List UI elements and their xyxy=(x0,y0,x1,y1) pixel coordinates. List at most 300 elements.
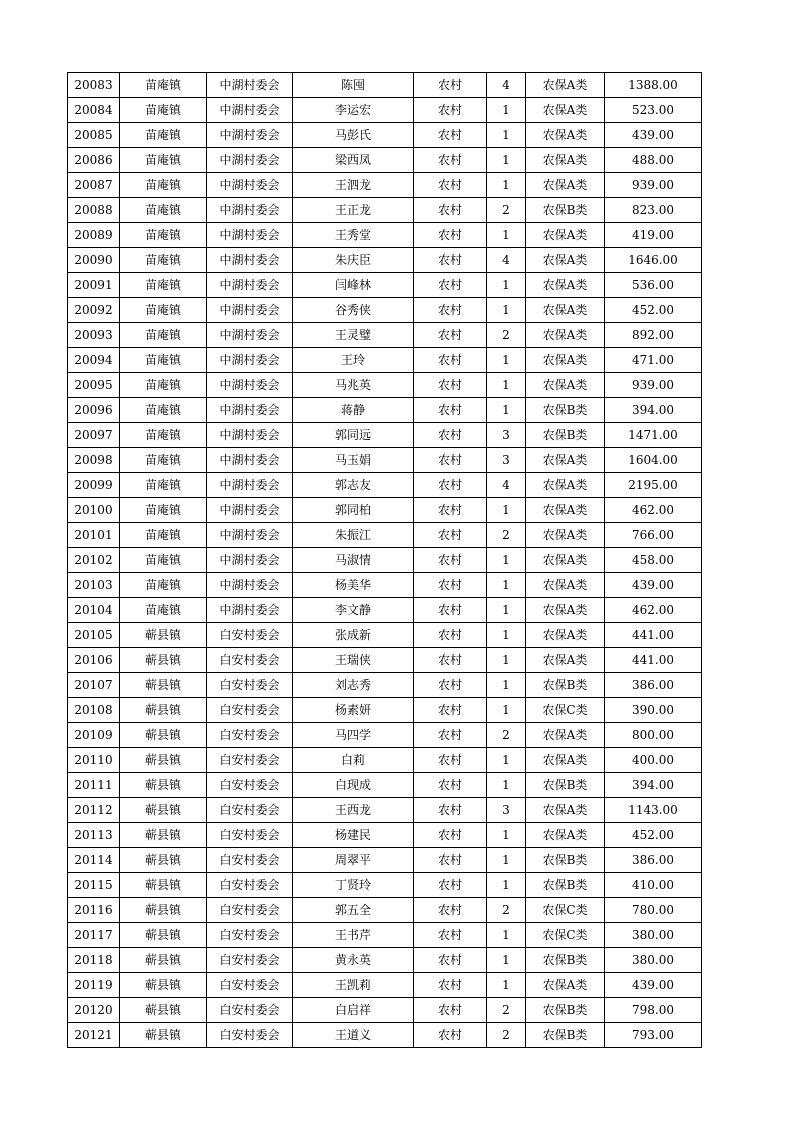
amount-cell: 523.00 xyxy=(605,98,702,123)
household-type-cell: 农村 xyxy=(414,898,487,923)
name-cell: 郭同柏 xyxy=(293,498,414,523)
member-count-cell: 1 xyxy=(487,573,526,598)
town-cell: 蕲县镇 xyxy=(120,823,207,848)
category-cell: 农保A类 xyxy=(526,148,605,173)
record-id-cell: 20121 xyxy=(68,1023,120,1048)
town-cell: 蕲县镇 xyxy=(120,748,207,773)
table-row xyxy=(68,598,702,623)
name-cell: 王西龙 xyxy=(293,798,414,823)
member-count-cell: 2 xyxy=(487,723,526,748)
record-id-cell: 20096 xyxy=(68,398,120,423)
table-row xyxy=(68,123,702,148)
record-id-cell: 20083 xyxy=(68,73,120,98)
member-count-cell: 1 xyxy=(487,398,526,423)
name-cell: 周翠平 xyxy=(293,848,414,873)
household-type-cell: 农村 xyxy=(414,623,487,648)
amount-cell: 439.00 xyxy=(605,123,702,148)
village-committee-cell: 中湖村委会 xyxy=(207,523,293,548)
table-row xyxy=(68,698,702,723)
village-committee-cell: 白安村委会 xyxy=(207,723,293,748)
village-committee-cell: 中湖村委会 xyxy=(207,498,293,523)
village-committee-cell: 中湖村委会 xyxy=(207,373,293,398)
household-type-cell: 农村 xyxy=(414,398,487,423)
town-cell: 苗庵镇 xyxy=(120,223,207,248)
record-id-cell: 20100 xyxy=(68,498,120,523)
name-cell: 刘志秀 xyxy=(293,673,414,698)
village-committee-cell: 中湖村委会 xyxy=(207,298,293,323)
member-count-cell: 1 xyxy=(487,148,526,173)
amount-cell: 410.00 xyxy=(605,873,702,898)
amount-cell: 766.00 xyxy=(605,523,702,548)
member-count-cell: 4 xyxy=(487,248,526,273)
category-cell: 农保C类 xyxy=(526,898,605,923)
amount-cell: 1646.00 xyxy=(605,248,702,273)
town-cell: 苗庵镇 xyxy=(120,448,207,473)
table-row xyxy=(68,348,702,373)
amount-cell: 823.00 xyxy=(605,198,702,223)
record-id-cell: 20118 xyxy=(68,948,120,973)
village-committee-cell: 白安村委会 xyxy=(207,823,293,848)
household-type-cell: 农村 xyxy=(414,248,487,273)
name-cell: 陈囤 xyxy=(293,73,414,98)
amount-cell: 419.00 xyxy=(605,223,702,248)
town-cell: 苗庵镇 xyxy=(120,73,207,98)
household-type-cell: 农村 xyxy=(414,98,487,123)
town-cell: 蕲县镇 xyxy=(120,898,207,923)
name-cell: 朱振江 xyxy=(293,523,414,548)
table-row xyxy=(68,748,702,773)
record-id-cell: 20084 xyxy=(68,98,120,123)
household-type-cell: 农村 xyxy=(414,223,487,248)
household-type-cell: 农村 xyxy=(414,123,487,148)
table-row xyxy=(68,373,702,398)
category-cell: 农保A类 xyxy=(526,373,605,398)
member-count-cell: 1 xyxy=(487,373,526,398)
table-row xyxy=(68,523,702,548)
category-cell: 农保A类 xyxy=(526,98,605,123)
category-cell: 农保A类 xyxy=(526,498,605,523)
amount-cell: 780.00 xyxy=(605,898,702,923)
amount-cell: 462.00 xyxy=(605,598,702,623)
record-id-cell: 20087 xyxy=(68,173,120,198)
name-cell: 杨美华 xyxy=(293,573,414,598)
town-cell: 苗庵镇 xyxy=(120,248,207,273)
member-count-cell: 1 xyxy=(487,273,526,298)
name-cell: 郭五全 xyxy=(293,898,414,923)
name-cell: 马玉娟 xyxy=(293,448,414,473)
village-committee-cell: 白安村委会 xyxy=(207,798,293,823)
village-committee-cell: 中湖村委会 xyxy=(207,98,293,123)
name-cell: 郭同远 xyxy=(293,423,414,448)
household-type-cell: 农村 xyxy=(414,548,487,573)
table-row xyxy=(68,648,702,673)
member-count-cell: 1 xyxy=(487,548,526,573)
town-cell: 苗庵镇 xyxy=(120,298,207,323)
name-cell: 马四学 xyxy=(293,723,414,748)
name-cell: 王灵璧 xyxy=(293,323,414,348)
town-cell: 苗庵镇 xyxy=(120,123,207,148)
category-cell: 农保B类 xyxy=(526,198,605,223)
town-cell: 苗庵镇 xyxy=(120,173,207,198)
name-cell: 郭志友 xyxy=(293,473,414,498)
household-type-cell: 农村 xyxy=(414,273,487,298)
name-cell: 王道义 xyxy=(293,1023,414,1048)
table-row xyxy=(68,498,702,523)
name-cell: 马彭氏 xyxy=(293,123,414,148)
name-cell: 张成新 xyxy=(293,623,414,648)
record-id-cell: 20114 xyxy=(68,848,120,873)
table-row xyxy=(68,73,702,98)
member-count-cell: 4 xyxy=(487,473,526,498)
record-id-cell: 20104 xyxy=(68,598,120,623)
name-cell: 白启祥 xyxy=(293,998,414,1023)
category-cell: 农保A类 xyxy=(526,798,605,823)
record-id-cell: 20120 xyxy=(68,998,120,1023)
town-cell: 蕲县镇 xyxy=(120,973,207,998)
category-cell: 农保A类 xyxy=(526,598,605,623)
household-type-cell: 农村 xyxy=(414,748,487,773)
member-count-cell: 2 xyxy=(487,523,526,548)
member-count-cell: 3 xyxy=(487,423,526,448)
table-row xyxy=(68,273,702,298)
town-cell: 苗庵镇 xyxy=(120,423,207,448)
name-cell: 王泗龙 xyxy=(293,173,414,198)
category-cell: 农保A类 xyxy=(526,298,605,323)
village-committee-cell: 白安村委会 xyxy=(207,948,293,973)
table-row xyxy=(68,823,702,848)
amount-cell: 800.00 xyxy=(605,723,702,748)
household-type-cell: 农村 xyxy=(414,823,487,848)
town-cell: 蕲县镇 xyxy=(120,773,207,798)
amount-cell: 386.00 xyxy=(605,673,702,698)
record-id-cell: 20097 xyxy=(68,423,120,448)
records-table-body xyxy=(68,73,702,1048)
table-row xyxy=(68,398,702,423)
name-cell: 白莉 xyxy=(293,748,414,773)
table-row xyxy=(68,173,702,198)
category-cell: 农保A类 xyxy=(526,723,605,748)
member-count-cell: 1 xyxy=(487,123,526,148)
table-row xyxy=(68,448,702,473)
table-row xyxy=(68,98,702,123)
member-count-cell: 1 xyxy=(487,848,526,873)
name-cell: 王正龙 xyxy=(293,198,414,223)
table-row xyxy=(68,198,702,223)
table-row xyxy=(68,473,702,498)
village-committee-cell: 白安村委会 xyxy=(207,623,293,648)
category-cell: 农保A类 xyxy=(526,548,605,573)
household-type-cell: 农村 xyxy=(414,573,487,598)
category-cell: 农保A类 xyxy=(526,573,605,598)
household-type-cell: 农村 xyxy=(414,298,487,323)
category-cell: 农保A类 xyxy=(526,173,605,198)
town-cell: 苗庵镇 xyxy=(120,398,207,423)
town-cell: 蕲县镇 xyxy=(120,848,207,873)
table-row xyxy=(68,973,702,998)
category-cell: 农保B类 xyxy=(526,948,605,973)
name-cell: 马淑情 xyxy=(293,548,414,573)
town-cell: 蕲县镇 xyxy=(120,648,207,673)
amount-cell: 380.00 xyxy=(605,948,702,973)
category-cell: 农保A类 xyxy=(526,523,605,548)
household-type-cell: 农村 xyxy=(414,323,487,348)
household-type-cell: 农村 xyxy=(414,948,487,973)
village-committee-cell: 白安村委会 xyxy=(207,748,293,773)
table-row xyxy=(68,673,702,698)
record-id-cell: 20089 xyxy=(68,223,120,248)
amount-cell: 441.00 xyxy=(605,623,702,648)
amount-cell: 386.00 xyxy=(605,848,702,873)
town-cell: 蕲县镇 xyxy=(120,998,207,1023)
record-id-cell: 20101 xyxy=(68,523,120,548)
amount-cell: 452.00 xyxy=(605,823,702,848)
name-cell: 朱庆臣 xyxy=(293,248,414,273)
village-committee-cell: 白安村委会 xyxy=(207,773,293,798)
name-cell: 王书芹 xyxy=(293,923,414,948)
amount-cell: 488.00 xyxy=(605,148,702,173)
record-id-cell: 20112 xyxy=(68,798,120,823)
table-row xyxy=(68,898,702,923)
record-id-cell: 20106 xyxy=(68,648,120,673)
town-cell: 苗庵镇 xyxy=(120,98,207,123)
amount-cell: 394.00 xyxy=(605,773,702,798)
record-id-cell: 20086 xyxy=(68,148,120,173)
town-cell: 蕲县镇 xyxy=(120,623,207,648)
household-type-cell: 农村 xyxy=(414,873,487,898)
category-cell: 农保A类 xyxy=(526,823,605,848)
category-cell: 农保A类 xyxy=(526,123,605,148)
name-cell: 蒋静 xyxy=(293,398,414,423)
record-id-cell: 20095 xyxy=(68,373,120,398)
record-id-cell: 20116 xyxy=(68,898,120,923)
town-cell: 苗庵镇 xyxy=(120,373,207,398)
name-cell: 马兆英 xyxy=(293,373,414,398)
member-count-cell: 1 xyxy=(487,873,526,898)
household-type-cell: 农村 xyxy=(414,998,487,1023)
record-id-cell: 20090 xyxy=(68,248,120,273)
category-cell: 农保B类 xyxy=(526,1023,605,1048)
records-table xyxy=(67,72,702,1048)
record-id-cell: 20092 xyxy=(68,298,120,323)
name-cell: 闫峰林 xyxy=(293,273,414,298)
village-committee-cell: 白安村委会 xyxy=(207,923,293,948)
member-count-cell: 2 xyxy=(487,998,526,1023)
table-row xyxy=(68,423,702,448)
table-row xyxy=(68,998,702,1023)
table-row xyxy=(68,873,702,898)
town-cell: 苗庵镇 xyxy=(120,323,207,348)
name-cell: 王玲 xyxy=(293,348,414,373)
amount-cell: 452.00 xyxy=(605,298,702,323)
village-committee-cell: 白安村委会 xyxy=(207,848,293,873)
town-cell: 苗庵镇 xyxy=(120,148,207,173)
member-count-cell: 1 xyxy=(487,623,526,648)
member-count-cell: 1 xyxy=(487,298,526,323)
record-id-cell: 20103 xyxy=(68,573,120,598)
table-row xyxy=(68,948,702,973)
member-count-cell: 1 xyxy=(487,173,526,198)
village-committee-cell: 中湖村委会 xyxy=(207,123,293,148)
amount-cell: 536.00 xyxy=(605,273,702,298)
table-row xyxy=(68,323,702,348)
member-count-cell: 4 xyxy=(487,73,526,98)
category-cell: 农保B类 xyxy=(526,848,605,873)
category-cell: 农保C类 xyxy=(526,923,605,948)
table-row xyxy=(68,148,702,173)
member-count-cell: 1 xyxy=(487,923,526,948)
household-type-cell: 农村 xyxy=(414,973,487,998)
amount-cell: 892.00 xyxy=(605,323,702,348)
category-cell: 农保A类 xyxy=(526,623,605,648)
category-cell: 农保A类 xyxy=(526,748,605,773)
name-cell: 李文静 xyxy=(293,598,414,623)
table-row xyxy=(68,923,702,948)
town-cell: 苗庵镇 xyxy=(120,573,207,598)
town-cell: 苗庵镇 xyxy=(120,348,207,373)
record-id-cell: 20098 xyxy=(68,448,120,473)
table-row xyxy=(68,848,702,873)
member-count-cell: 3 xyxy=(487,798,526,823)
record-id-cell: 20117 xyxy=(68,923,120,948)
household-type-cell: 农村 xyxy=(414,1023,487,1048)
town-cell: 苗庵镇 xyxy=(120,523,207,548)
town-cell: 苗庵镇 xyxy=(120,198,207,223)
category-cell: 农保B类 xyxy=(526,773,605,798)
village-committee-cell: 白安村委会 xyxy=(207,1023,293,1048)
household-type-cell: 农村 xyxy=(414,598,487,623)
record-id-cell: 20107 xyxy=(68,673,120,698)
record-id-cell: 20102 xyxy=(68,548,120,573)
amount-cell: 471.00 xyxy=(605,348,702,373)
town-cell: 苗庵镇 xyxy=(120,498,207,523)
category-cell: 农保A类 xyxy=(526,348,605,373)
village-committee-cell: 中湖村委会 xyxy=(207,273,293,298)
town-cell: 苗庵镇 xyxy=(120,273,207,298)
village-committee-cell: 白安村委会 xyxy=(207,648,293,673)
amount-cell: 1143.00 xyxy=(605,798,702,823)
household-type-cell: 农村 xyxy=(414,648,487,673)
table-row xyxy=(68,223,702,248)
village-committee-cell: 中湖村委会 xyxy=(207,198,293,223)
village-committee-cell: 白安村委会 xyxy=(207,898,293,923)
amount-cell: 1471.00 xyxy=(605,423,702,448)
category-cell: 农保A类 xyxy=(526,323,605,348)
household-type-cell: 农村 xyxy=(414,423,487,448)
category-cell: 农保B类 xyxy=(526,423,605,448)
member-count-cell: 1 xyxy=(487,348,526,373)
household-type-cell: 农村 xyxy=(414,473,487,498)
member-count-cell: 1 xyxy=(487,98,526,123)
category-cell: 农保A类 xyxy=(526,223,605,248)
name-cell: 黄永英 xyxy=(293,948,414,973)
table-row xyxy=(68,548,702,573)
table-row xyxy=(68,298,702,323)
record-id-cell: 20088 xyxy=(68,198,120,223)
village-committee-cell: 白安村委会 xyxy=(207,973,293,998)
town-cell: 蕲县镇 xyxy=(120,798,207,823)
member-count-cell: 1 xyxy=(487,773,526,798)
name-cell: 丁贤玲 xyxy=(293,873,414,898)
category-cell: 农保A类 xyxy=(526,648,605,673)
name-cell: 王凯莉 xyxy=(293,973,414,998)
category-cell: 农保A类 xyxy=(526,448,605,473)
village-committee-cell: 中湖村委会 xyxy=(207,248,293,273)
record-id-cell: 20093 xyxy=(68,323,120,348)
name-cell: 王秀堂 xyxy=(293,223,414,248)
category-cell: 农保B类 xyxy=(526,873,605,898)
village-committee-cell: 中湖村委会 xyxy=(207,548,293,573)
member-count-cell: 1 xyxy=(487,948,526,973)
category-cell: 农保C类 xyxy=(526,698,605,723)
village-committee-cell: 中湖村委会 xyxy=(207,223,293,248)
table-row xyxy=(68,723,702,748)
amount-cell: 2195.00 xyxy=(605,473,702,498)
table-row xyxy=(68,248,702,273)
village-committee-cell: 中湖村委会 xyxy=(207,173,293,198)
amount-cell: 793.00 xyxy=(605,1023,702,1048)
record-id-cell: 20085 xyxy=(68,123,120,148)
amount-cell: 439.00 xyxy=(605,573,702,598)
member-count-cell: 1 xyxy=(487,698,526,723)
household-type-cell: 农村 xyxy=(414,923,487,948)
household-type-cell: 农村 xyxy=(414,198,487,223)
village-committee-cell: 中湖村委会 xyxy=(207,598,293,623)
amount-cell: 458.00 xyxy=(605,548,702,573)
town-cell: 蕲县镇 xyxy=(120,698,207,723)
amount-cell: 390.00 xyxy=(605,698,702,723)
record-id-cell: 20094 xyxy=(68,348,120,373)
category-cell: 农保A类 xyxy=(526,473,605,498)
table-row xyxy=(68,1023,702,1048)
record-id-cell: 20109 xyxy=(68,723,120,748)
table-row xyxy=(68,623,702,648)
amount-cell: 400.00 xyxy=(605,748,702,773)
village-committee-cell: 白安村委会 xyxy=(207,698,293,723)
category-cell: 农保A类 xyxy=(526,273,605,298)
member-count-cell: 2 xyxy=(487,1023,526,1048)
member-count-cell: 1 xyxy=(487,748,526,773)
village-committee-cell: 中湖村委会 xyxy=(207,423,293,448)
town-cell: 蕲县镇 xyxy=(120,673,207,698)
household-type-cell: 农村 xyxy=(414,523,487,548)
member-count-cell: 2 xyxy=(487,323,526,348)
village-committee-cell: 中湖村委会 xyxy=(207,473,293,498)
amount-cell: 439.00 xyxy=(605,973,702,998)
amount-cell: 380.00 xyxy=(605,923,702,948)
town-cell: 蕲县镇 xyxy=(120,948,207,973)
category-cell: 农保A类 xyxy=(526,73,605,98)
record-id-cell: 20108 xyxy=(68,698,120,723)
amount-cell: 798.00 xyxy=(605,998,702,1023)
village-committee-cell: 中湖村委会 xyxy=(207,148,293,173)
village-committee-cell: 中湖村委会 xyxy=(207,323,293,348)
member-count-cell: 2 xyxy=(487,198,526,223)
household-type-cell: 农村 xyxy=(414,73,487,98)
village-committee-cell: 白安村委会 xyxy=(207,673,293,698)
member-count-cell: 1 xyxy=(487,673,526,698)
household-type-cell: 农村 xyxy=(414,148,487,173)
amount-cell: 1388.00 xyxy=(605,73,702,98)
record-id-cell: 20115 xyxy=(68,873,120,898)
record-id-cell: 20119 xyxy=(68,973,120,998)
town-cell: 苗庵镇 xyxy=(120,598,207,623)
record-id-cell: 20091 xyxy=(68,273,120,298)
table-row xyxy=(68,798,702,823)
village-committee-cell: 中湖村委会 xyxy=(207,348,293,373)
household-type-cell: 农村 xyxy=(414,698,487,723)
village-committee-cell: 中湖村委会 xyxy=(207,73,293,98)
household-type-cell: 农村 xyxy=(414,173,487,198)
